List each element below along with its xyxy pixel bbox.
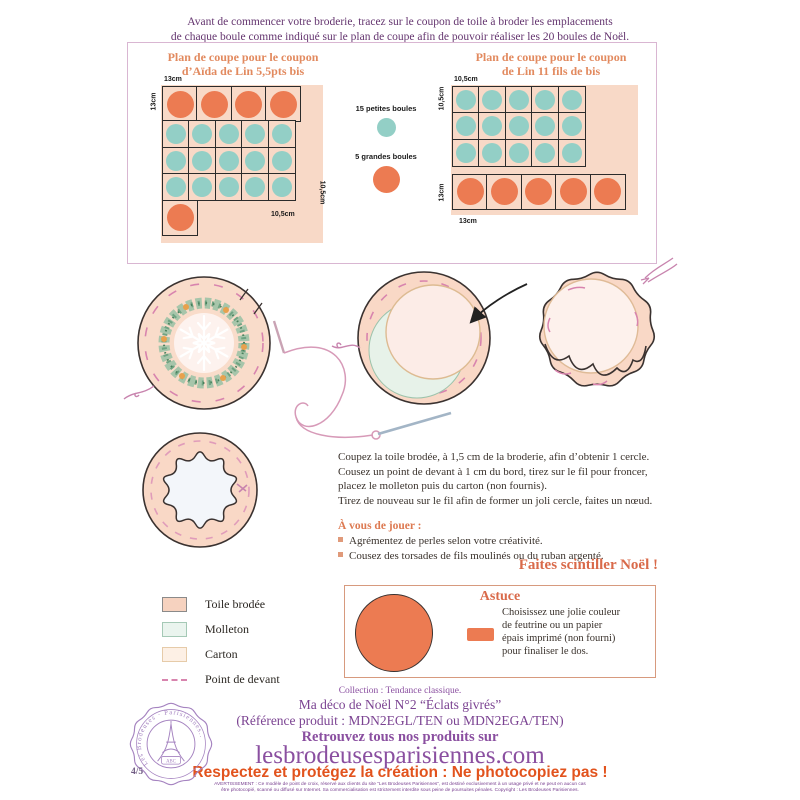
small-ball-circle <box>482 90 502 110</box>
plan-left-title <box>138 50 348 78</box>
intro-line-1: Avant de commencer votre broderie, tracez sur le coupon de toile à broder les emplacements <box>187 16 613 28</box>
eiffel-tower-icon <box>158 721 185 761</box>
small-ball-circle <box>535 143 555 163</box>
large-ball-sample <box>373 166 400 193</box>
diagram-gathered-back <box>540 258 677 386</box>
cut-square-small <box>505 139 533 167</box>
fine-print-line: être photocopié, scanné ou diffusé sur Internet. Sa commercialisation est strictement interdite sous peine de poursuites pénales. Copyright : Les Brodeuses Parisiennes. <box>221 787 579 793</box>
plan-right-fabric <box>451 85 638 215</box>
small-ball-circle <box>219 151 239 171</box>
small-ball-circle <box>192 124 212 144</box>
diagram-padding-placement <box>332 272 527 404</box>
cut-square-small <box>215 120 243 148</box>
cut-square-small <box>452 86 480 114</box>
small-ball-circle <box>482 143 502 163</box>
cut-square-small <box>478 139 506 167</box>
cut-square-small <box>531 86 559 114</box>
product-name: Ma déco de Noël N°2 “Éclats givrés” <box>298 697 502 712</box>
astuce-box <box>344 585 656 678</box>
instruction-line: Cousez un point de devant à 1 cm du bord, tirez sur le fil pour froncer, <box>338 465 648 478</box>
large-ball-circle <box>270 91 297 118</box>
cut-square-large <box>162 86 198 122</box>
small-balls-label: 15 petites boules <box>355 104 417 113</box>
small-ball-circle <box>509 143 529 163</box>
small-ball-circle <box>535 116 555 136</box>
cut-square-large <box>452 174 488 210</box>
collection-line: Collection : Tendance classique. <box>338 686 462 696</box>
needle-icon <box>378 413 451 434</box>
large-ball-circle <box>201 91 228 118</box>
dim-right-bottom: 13cm <box>459 218 477 225</box>
small-ball-circle <box>456 143 476 163</box>
balls-key <box>345 104 427 193</box>
large-ball-circle <box>235 91 262 118</box>
cut-row <box>452 112 626 140</box>
large-ball-circle <box>525 178 552 205</box>
page-number: 4/5 <box>131 767 144 777</box>
cut-row <box>452 86 626 114</box>
website-url: lesbrodeusesparisiennes.com <box>255 742 545 769</box>
cut-square-small <box>268 147 296 175</box>
cut-square-small <box>452 112 480 140</box>
cut-row <box>162 86 301 122</box>
bullet-text: Cousez des torsades de fils moulinés ou du ruban argenté. <box>349 549 604 562</box>
legend-label: Point de devant <box>205 672 280 686</box>
cut-row <box>162 147 301 175</box>
cut-square-small <box>531 139 559 167</box>
legend-label: Toile brodée <box>205 597 266 611</box>
small-ball-circle <box>482 116 502 136</box>
instruction-line: Tirez de nouveau sur le fil afin de former un joli cercle, faites un nœud. <box>338 494 653 507</box>
carton-circle <box>386 285 480 379</box>
large-ball-circle <box>167 91 194 118</box>
needle-icon <box>274 321 284 353</box>
small-ball-circle <box>192 151 212 171</box>
dim-left-bottom: 10,5cm <box>271 211 295 218</box>
astuce-line: pour finaliser le dos. <box>502 646 589 657</box>
legend-label: Molleton <box>205 622 249 636</box>
small-ball-circle <box>166 151 186 171</box>
large-balls-label: 5 grandes boules <box>355 152 417 161</box>
small-ball-circle <box>562 143 582 163</box>
carton-showing <box>544 279 638 373</box>
cut-square-small <box>478 112 506 140</box>
bullet-item <box>338 534 670 549</box>
intro-line-2: de chaque boule comme indiqué sur le plan de coupe afin de pouvoir réaliser les 20 boules de Noël. <box>170 30 630 43</box>
cut-square-small <box>478 86 506 114</box>
cut-square-large <box>196 86 232 122</box>
plan-left-title-line2: d’Aïda de Lin 5,5pts bis <box>181 64 305 78</box>
cut-square-small <box>505 112 533 140</box>
small-ball-circle <box>245 124 265 144</box>
cut-square-small <box>452 139 480 167</box>
small-ball-sample <box>377 118 396 137</box>
plan-left-fabric <box>161 85 323 243</box>
dim-right-left-top: 10,5cm <box>438 86 446 111</box>
product-reference: (Référence produit : MDN2EGL/TEN ou MDN2EGA/TEN) <box>236 713 564 728</box>
cut-row <box>162 173 301 201</box>
cut-square-small <box>162 173 190 201</box>
cut-square-large <box>521 174 557 210</box>
dim-left-top: 13cm <box>164 76 182 83</box>
cut-square-small <box>531 112 559 140</box>
cut-square-small <box>215 147 243 175</box>
small-ball-circle <box>166 177 186 197</box>
plan-left-title-line1: Plan de coupe pour le coupon <box>167 50 319 64</box>
molleton-swatch <box>162 622 187 637</box>
small-ball-circle <box>219 177 239 197</box>
small-ball-circle <box>245 151 265 171</box>
legend-item-molleton <box>162 617 280 642</box>
plan-right-title <box>446 50 656 78</box>
small-ball-circle <box>509 116 529 136</box>
small-ball-circle <box>166 124 186 144</box>
small-ball-circle <box>272 124 292 144</box>
thread-tail <box>124 386 154 399</box>
astuce-line: Choisissez une jolie couleur <box>502 607 621 618</box>
cut-row <box>452 174 626 210</box>
instruction-line: placez le molleton puis du carton (non fournis). <box>338 480 547 492</box>
large-ball-circle <box>594 178 621 205</box>
square-bullet-icon <box>338 537 343 542</box>
cut-square-small <box>162 147 190 175</box>
large-ball-circle <box>560 178 587 205</box>
legend-item-toile <box>162 592 280 617</box>
large-ball-circle <box>457 178 484 205</box>
copy-warning: Respectez et protégez la création : Ne photocopiez pas ! <box>192 764 608 781</box>
cut-square-small <box>188 173 216 201</box>
small-ball-circle <box>562 90 582 110</box>
plan-right-grid <box>452 86 626 210</box>
toile-swatch <box>162 597 187 612</box>
cut-square-large <box>162 200 198 236</box>
felt-back-circle <box>355 594 433 672</box>
cut-square-small <box>241 173 269 201</box>
stamp-circular-text: Les Brodeuses · Parisiennes.. <box>135 709 206 768</box>
thread <box>284 347 345 426</box>
astuce-text <box>502 606 620 658</box>
square-bullet-icon <box>338 552 343 557</box>
cut-square-small <box>558 112 586 140</box>
felt-swatch <box>467 628 494 641</box>
assembly-instructions <box>338 450 670 564</box>
cut-square-small <box>241 147 269 175</box>
intro-text <box>0 15 800 44</box>
dim-right-top: 10,5cm <box>454 76 478 83</box>
small-ball-circle <box>272 177 292 197</box>
cut-square-small <box>268 173 296 201</box>
cut-square-small <box>268 120 296 148</box>
small-ball-circle <box>192 177 212 197</box>
cut-row <box>162 120 301 148</box>
dim-left-right: 10,5cm <box>318 180 326 205</box>
small-ball-circle <box>535 90 555 110</box>
small-ball-circle <box>562 116 582 136</box>
cut-square-small <box>162 120 190 148</box>
carton-swatch <box>162 647 187 662</box>
fine-print-line: AVERTISSEMENT : Ce modèle de point de croix, réservé aux clients du site “Les Brodeuses Parisiennes”, est destiné exclusivement à un usage privé et ne peut en aucun cas <box>214 782 586 787</box>
cut-square-small <box>188 147 216 175</box>
dashed-stitch-swatch <box>162 679 187 681</box>
cut-square-small <box>215 173 243 201</box>
cta-title: À vous de jouer : <box>338 520 422 532</box>
dim-left-left: 13cm <box>150 92 158 111</box>
stamp-abc-text: ABC <box>166 759 176 765</box>
bullet-text: Agrémentez de perles selon votre créativité. <box>349 534 543 547</box>
instruction-line: Coupez la toile brodée, à 1,5 cm de la broderie, afin d’obtenir 1 cercle. <box>338 451 650 463</box>
thread-tail <box>332 343 360 348</box>
cut-square-small <box>241 120 269 148</box>
astuce-title: Astuce <box>479 589 521 604</box>
diagram-finished-back <box>143 433 257 547</box>
large-ball-circle <box>167 204 194 231</box>
cut-square-small <box>505 86 533 114</box>
thread-knot <box>641 258 677 284</box>
cut-square-large <box>590 174 626 210</box>
legend-label: Carton <box>205 647 238 661</box>
small-ball-circle <box>456 116 476 136</box>
legend-item-carton <box>162 642 280 667</box>
small-ball-circle <box>219 124 239 144</box>
cut-square-small <box>188 120 216 148</box>
small-ball-circle <box>456 90 476 110</box>
large-ball-circle <box>491 178 518 205</box>
plan-right-title-line1: Plan de coupe pour le coupon <box>475 50 627 64</box>
cut-square-small <box>558 86 586 114</box>
sparkle-tagline: Faites scintiller Noël ! <box>518 557 658 573</box>
cut-square-large <box>555 174 591 210</box>
astuce-line: épais imprimé (non fourni) <box>502 633 616 644</box>
cut-square-large <box>486 174 522 210</box>
small-ball-circle <box>272 151 292 171</box>
materials-legend <box>162 592 280 692</box>
astuce-line: de feutrine ou un papier <box>502 620 603 631</box>
small-ball-circle <box>245 177 265 197</box>
small-ball-circle <box>509 90 529 110</box>
cut-square-large <box>231 86 267 122</box>
cut-square-large <box>265 86 301 122</box>
find-us-line: Retrouvez tous nos produits sur <box>301 729 499 745</box>
cut-square-small <box>558 139 586 167</box>
plan-right-title-line2: de Lin 11 fils de bis <box>501 64 601 78</box>
dim-right-left-bottom: 13cm <box>438 183 446 202</box>
cut-row <box>452 139 626 167</box>
